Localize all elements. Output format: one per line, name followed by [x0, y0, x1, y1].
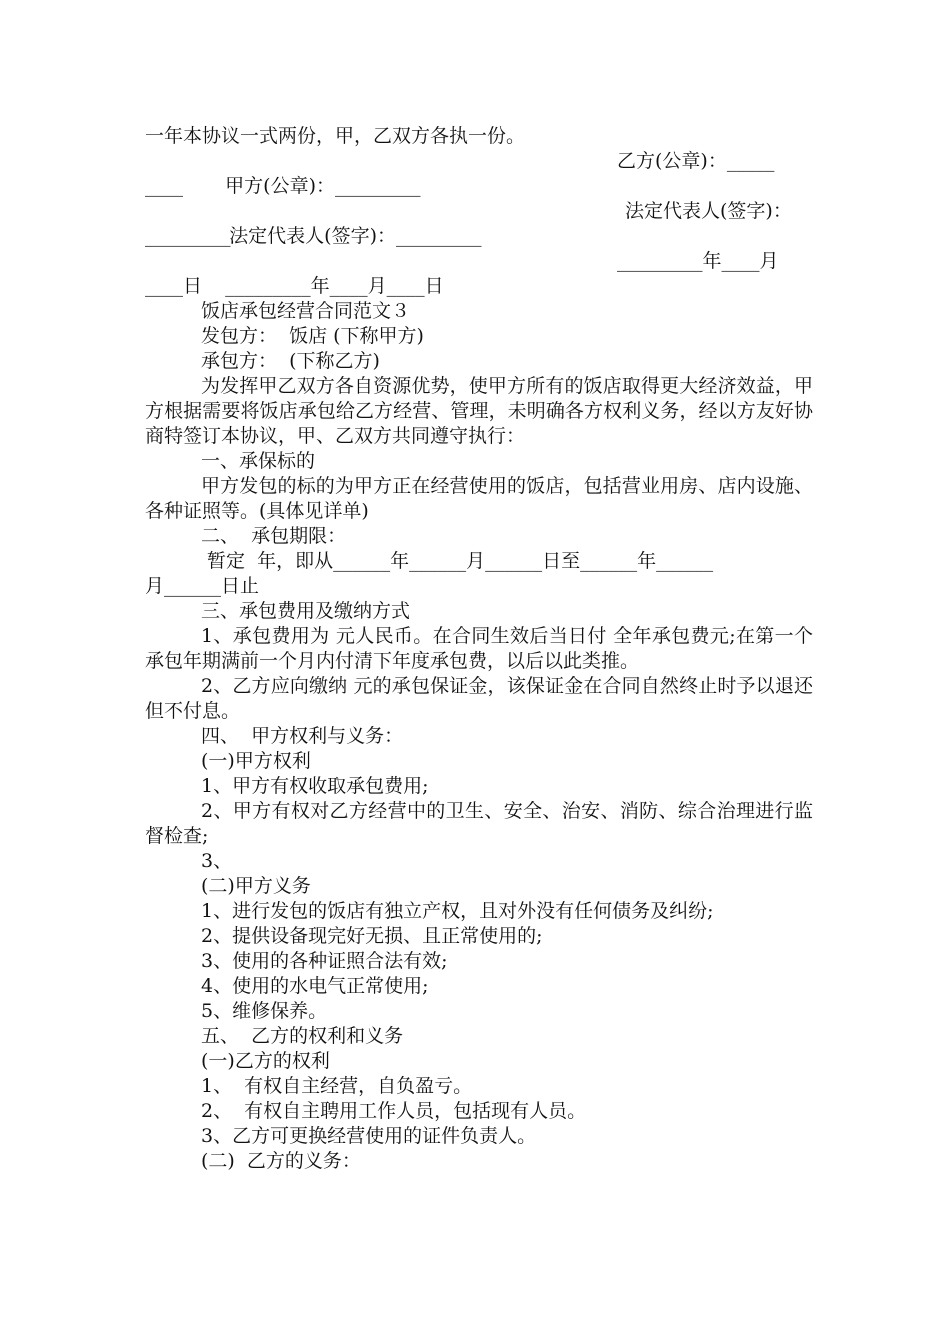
paragraph: 1、承包费用为 元人民币。在合同生效后当日付 全年承包费元;在第一个承包年期满前一个月内付清下年度承包费，以后以此类推。	[145, 625, 813, 672]
text-line: 1、 有权自主经营，自负盈亏。	[201, 1075, 473, 1097]
contract-title: 饭店承包经营合同范文３	[201, 300, 411, 322]
party-b-date: _________年____月	[617, 250, 779, 272]
text-line: 3、使用的各种证照合法有效;	[201, 950, 448, 972]
text-line: 承包方： (下称乙方)	[201, 350, 380, 372]
section-heading: 五、 乙方的权利和义务	[201, 1025, 404, 1047]
signature-row-representative	[145, 199, 813, 247]
section-heading: 三、承包费用及缴纳方式	[201, 600, 411, 622]
text-line: 5、维修保养。	[201, 1000, 328, 1022]
subsection-heading: (二)甲方义务	[201, 875, 311, 897]
paragraph: 甲方发包的标的为甲方正在经营使用的饭店，包括营业用房、店内设施、各种证照等。(具体见详单)	[145, 475, 813, 522]
text-line: 一年本协议一式两份，甲，乙双方各执一份。	[145, 125, 526, 147]
paragraph: 2、乙方应向缴纳 元的承包保证金，该保证金在合同自然终止时予以退还但不付息。	[145, 675, 813, 722]
subsection-heading: (二) 乙方的义务：	[201, 1150, 361, 1172]
text-line: 2、 有权自主聘用工作人员，包括现有人员。	[201, 1100, 587, 1122]
text-line: 暂定 年，即从______年______月______日至______年______	[201, 550, 714, 572]
subsection-heading: (一)甲方权利	[201, 750, 311, 772]
paragraph: 2、甲方有权对乙方经营中的卫生、安全、治安、消防、综合治理进行监督检查;	[145, 800, 813, 847]
section-heading: 四、 甲方权利与义务：	[201, 725, 404, 747]
text-line: ____日	[145, 275, 203, 297]
subsection-heading: (一)乙方的权利	[201, 1050, 330, 1072]
text-line: 发包方： 饭店 (下称甲方)	[201, 325, 424, 347]
section-heading: 一、承保标的	[201, 450, 316, 472]
section-heading: 二、 承包期限：	[201, 525, 347, 547]
text-line: 月______日止	[145, 575, 260, 597]
party-b-representative: 法定代表人(签字)：	[625, 200, 792, 222]
text-line: _________	[145, 225, 231, 247]
text-line: 3、	[201, 850, 233, 872]
text-line: 1、甲方有权收取承包费用;	[201, 775, 429, 797]
text-line: 2、提供设备现完好无损、且正常使用的;	[201, 925, 543, 947]
text-line: 1、进行发包的饭店有独立产权，且对外没有任何债务及纠纷;	[201, 900, 714, 922]
party-a-date: _________年____月____日	[225, 275, 444, 297]
document-page	[145, 124, 813, 1174]
signature-row-seal	[145, 149, 813, 197]
text-line: 3、乙方可更换经营使用的证件负责人。	[201, 1125, 537, 1147]
signature-row-date	[145, 249, 813, 297]
text-line: 4、使用的水电气正常使用;	[201, 975, 429, 997]
text-line: ____	[145, 175, 183, 197]
party-b-seal: 乙方(公章)：_____	[617, 150, 775, 172]
party-a-representative: 法定代表人(签字)：_________	[229, 225, 482, 247]
party-a-seal: 甲方(公章)：_________	[225, 175, 421, 197]
paragraph: 为发挥甲乙双方各自资源优势，使甲方所有的饭店取得更大经济效益，甲方根据需要将饭店承包给乙方经营、管理，未明确各方权利义务，经以方友好协商特签订本协议，甲、乙双方共同遵守执行：	[145, 375, 813, 447]
